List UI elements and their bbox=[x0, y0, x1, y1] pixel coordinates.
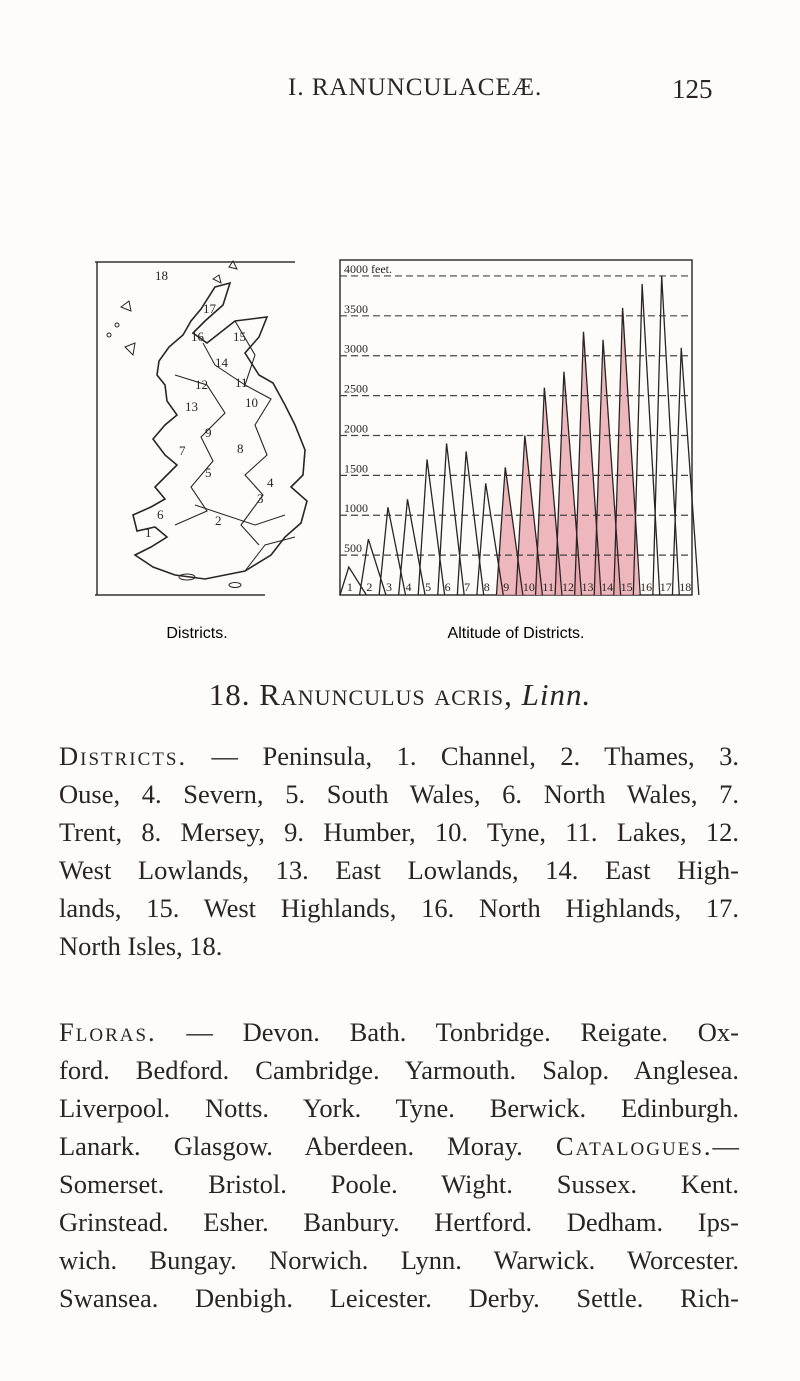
districts-paragraph bbox=[59, 737, 739, 965]
district-number-3: 3 bbox=[385, 580, 392, 594]
districts-line-2: Ouse, 4. Severn, 5. South Wales, 6. North Wales, 7. bbox=[59, 779, 739, 809]
altitude-label: 3500 bbox=[344, 301, 368, 316]
districts-map bbox=[95, 261, 307, 595]
altitude-label: 3000 bbox=[344, 341, 368, 356]
floras-line-8: Swansea. Denbigh. Leicester. Derby. Settle. Rich- bbox=[59, 1283, 739, 1313]
district-peak bbox=[340, 567, 366, 595]
map-number-6: 6 bbox=[157, 507, 164, 522]
map-number-8: 8 bbox=[237, 441, 244, 456]
map-number-11: 11 bbox=[235, 375, 248, 390]
district-number-16: 16 bbox=[640, 580, 653, 594]
altitude-chart bbox=[340, 260, 699, 595]
right-caption: Altitude of Districts. bbox=[447, 625, 585, 642]
map-number-15: 15 bbox=[233, 329, 246, 344]
districts-line-1: — Peninsula, 1. Channel, 2. Thames, 3. bbox=[187, 741, 739, 771]
district-number-9: 9 bbox=[503, 580, 510, 594]
map-number-14: 14 bbox=[215, 355, 228, 370]
district-number-7: 7 bbox=[464, 580, 471, 594]
districts-line-6: North Isles, 18. bbox=[59, 931, 223, 961]
catalogues-label: Catalogues. bbox=[555, 1131, 713, 1161]
district-number-11: 11 bbox=[542, 580, 554, 594]
floras-line-2: ford. Bedford. Cambridge. Yarmouth. Salop. Anglesea. bbox=[59, 1055, 739, 1085]
page-number: 125 bbox=[672, 74, 713, 104]
district-number-14: 14 bbox=[601, 580, 614, 594]
district-number-12: 12 bbox=[561, 580, 574, 594]
species-heading bbox=[0, 677, 800, 713]
district-number-1: 1 bbox=[346, 580, 353, 594]
map-number-9: 9 bbox=[205, 425, 212, 440]
districts-line-5: lands, 15. West Highlands, 16. North Highlands, 17. bbox=[59, 893, 739, 923]
district-number-2: 2 bbox=[366, 580, 373, 594]
district-peak bbox=[672, 348, 698, 595]
species-name: Ranunculus acris, bbox=[259, 677, 513, 712]
altitude-label: 2000 bbox=[344, 421, 368, 436]
district-peak bbox=[379, 507, 405, 595]
district-number-8: 8 bbox=[483, 580, 490, 594]
map-number-18: 18 bbox=[155, 268, 168, 283]
coastline-outline bbox=[133, 283, 307, 579]
map-number-2: 2 bbox=[215, 513, 222, 528]
districts-line-4: West Lowlands, 13. East Lowlands, 14. East High- bbox=[59, 855, 739, 885]
species-number: 18. bbox=[208, 677, 251, 712]
district-number-10: 10 bbox=[522, 580, 535, 594]
floras-line-6: Grinstead. Esher. Banbury. Hertford. Dedham. Ips- bbox=[59, 1207, 739, 1237]
floras-line-1: — Devon. Bath. Tonbridge. Reigate. Ox- bbox=[156, 1017, 739, 1047]
altitude-label: 4000 feet. bbox=[344, 261, 392, 276]
distribution-figure bbox=[95, 225, 710, 645]
district-number-15: 15 bbox=[620, 580, 633, 594]
figure-svg bbox=[95, 225, 710, 645]
floras-line-5: Somerset. Bristol. Poole. Wight. Sussex. Kent. bbox=[59, 1169, 739, 1199]
left-caption: Districts. bbox=[166, 625, 228, 642]
district-number-13: 13 bbox=[581, 580, 594, 594]
altitude-label: 500 bbox=[344, 541, 362, 556]
district-peak bbox=[418, 459, 444, 595]
floras-line-3: Liverpool. Notts. York. Tyne. Berwick. Edinburgh. bbox=[59, 1093, 739, 1123]
floras-paragraph bbox=[59, 1013, 739, 1317]
districts-label: Districts. bbox=[59, 741, 188, 771]
floras-line-7: wich. Bungay. Norwich. Lynn. Warwick. Worcester. bbox=[59, 1245, 739, 1275]
running-title: I. RANUNCULACEÆ. bbox=[288, 74, 543, 101]
map-number-16: 16 bbox=[191, 329, 204, 344]
district-number-17: 17 bbox=[659, 580, 672, 594]
altitude-label: 1500 bbox=[344, 461, 368, 476]
species-authority: Linn. bbox=[521, 677, 592, 712]
district-number-4: 4 bbox=[405, 580, 412, 594]
map-number-3: 3 bbox=[257, 491, 264, 506]
map-number-13: 13 bbox=[185, 399, 198, 414]
map-number-10: 10 bbox=[245, 395, 258, 410]
map-number-5: 5 bbox=[205, 465, 212, 480]
map-number-17: 17 bbox=[203, 301, 216, 316]
map-number-12: 12 bbox=[195, 377, 208, 392]
altitude-label: 2500 bbox=[344, 381, 368, 396]
map-number-4: 4 bbox=[267, 475, 274, 490]
map-number-1: 1 bbox=[145, 525, 152, 540]
districts-line-3: Trent, 8. Mersey, 9. Humber, 10. Tyne, 11. Lakes, 12. bbox=[59, 817, 739, 847]
floras-line-4b: — bbox=[712, 1131, 739, 1161]
floras-label: Floras. bbox=[59, 1017, 157, 1047]
district-number-6: 6 bbox=[444, 580, 451, 594]
map-number-7: 7 bbox=[179, 443, 186, 458]
district-number-18: 18 bbox=[679, 580, 692, 594]
floras-line-4a: Lanark. Glasgow. Aberdeen. Moray. bbox=[59, 1131, 556, 1161]
altitude-label: 1000 bbox=[344, 501, 368, 516]
running-header bbox=[0, 74, 800, 114]
district-number-5: 5 bbox=[425, 580, 432, 594]
